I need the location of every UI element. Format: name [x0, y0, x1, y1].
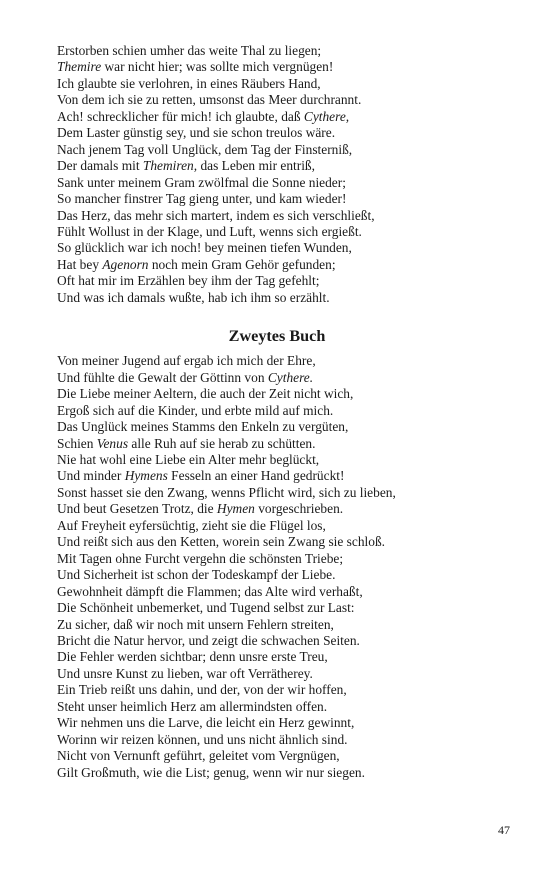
verse-text: Auf Freyheit eyfersüchtig, zieht sie die Flügel los,	[57, 517, 326, 533]
verse-text: Mit Tagen ohne Furcht vergehn die schönsten Triebe;	[57, 550, 344, 566]
verse-line	[57, 617, 497, 633]
italic-name: Agenorn	[102, 256, 149, 272]
verse-text: Erstorben schien umher das weite Thal zu liegen;	[57, 43, 322, 58]
verse-line	[57, 158, 497, 174]
verse-line	[57, 43, 497, 59]
verse-line	[57, 452, 497, 468]
verse-line	[57, 567, 497, 583]
verse-line	[57, 353, 497, 369]
verse-line	[57, 551, 497, 567]
verse-text: Sonst hasset sie den Zwang, wenns Pflicht wird, sich zu lieben,	[57, 484, 396, 500]
verse-line	[57, 92, 497, 108]
verse-text: Und unsre Kunst zu lieben, war oft Verrätherey.	[57, 665, 313, 681]
verse-text: Die Fehler werden sichtbar; denn unsre erste Treu,	[57, 649, 328, 665]
verse-text: Von meiner Jugend auf ergab ich mich der Ehre,	[57, 353, 316, 369]
verse-text: das Leben mir entriß,	[197, 158, 315, 174]
verse-text: Zu sicher, daß wir noch mit unsern Fehlern streiten,	[57, 616, 334, 632]
italic-name: Hymens	[124, 468, 168, 484]
verse-line	[57, 682, 497, 698]
verse-text: Die Liebe meiner Aeltern, die auch der Zeit nicht wich,	[57, 386, 354, 402]
verse-line	[57, 715, 497, 731]
italic-name: Hymen	[216, 501, 255, 517]
verse-line	[57, 208, 497, 224]
verse-text: Sank unter meinem Gram zwölfmal die Sonne nieder;	[57, 174, 346, 190]
verse-text: Ein Trieb reißt uns dahin, und der, von der wir hoffen,	[57, 682, 347, 698]
verse-text: Das Unglück meines Stamms den Enkeln zu vergüten,	[57, 419, 349, 435]
verse-line	[57, 633, 497, 649]
verse-line	[57, 419, 497, 435]
verse-text: Worinn wir reizen können, und uns nicht ähnlich sind.	[57, 731, 348, 747]
verse-line	[57, 191, 497, 207]
verse-line	[57, 273, 497, 289]
chapter-heading: Zweytes Buch	[228, 327, 326, 346]
verse-text: alle Ruh auf sie herab zu schütten.	[128, 435, 316, 451]
verse-text: Von dem ich sie zu retten, umsonst das Meer durchrannt.	[57, 92, 362, 108]
verse-line	[57, 518, 497, 534]
verse-line	[57, 436, 497, 452]
verse-text: Bricht die Natur hervor, und zeigt die schwachen Seiten.	[57, 632, 360, 648]
verse-text: Ich glaubte sie verlohren, in eines Räubers Hand,	[57, 75, 321, 91]
verse-text: So glücklich war ich noch! bey meinen tiefen Wunden,	[57, 240, 352, 256]
verse-text: vorgeschrieben.	[254, 501, 344, 517]
verse-text: Und Sicherheit ist schon der Todeskampf der Liebe.	[57, 567, 336, 583]
verse-text: Dem Laster günstig sey, und sie schon treulos wäre.	[57, 125, 336, 141]
verse-line	[57, 584, 497, 600]
verse-text: Fesseln an einer Hand gedrückt!	[167, 468, 345, 484]
verse-text: Und reißt sich aus den Ketten, worein sein Zwang sie schloß.	[57, 534, 385, 550]
verse-line	[57, 370, 497, 386]
verse-line	[57, 732, 497, 748]
verse-line	[57, 649, 497, 665]
verse-text: Die Schönheit unbemerket, und Tugend selbst zur Last:	[57, 600, 355, 616]
verse-line	[57, 666, 497, 682]
verse-text: Und minder	[57, 468, 125, 484]
verse-line	[57, 224, 497, 240]
verse-text: Und was ich damals wußte, hab ich ihm so erzählt.	[57, 289, 330, 305]
italic-name: Cythere,	[303, 108, 350, 124]
verse-line	[57, 403, 497, 419]
italic-name: Cythere.	[267, 369, 314, 385]
page-number: 47	[498, 823, 510, 837]
verse-line	[57, 76, 497, 92]
verse-text: Ach! schrecklicher für mich! ich glaubte, daß	[57, 108, 304, 124]
verse-line	[57, 175, 497, 191]
verse-text: Gilt Großmuth, wie die List; genug, wenn wir nur siegen.	[57, 764, 365, 780]
verse-line	[57, 748, 497, 764]
verse-line	[57, 600, 497, 616]
verse-text: Nie hat wohl eine Liebe ein Alter mehr beglückt,	[57, 451, 320, 467]
verse-line	[57, 257, 497, 273]
verse-line	[57, 290, 497, 306]
verse-line	[57, 240, 497, 256]
verse-text: Und beut Gesetzen Trotz, die	[57, 501, 217, 517]
verse-text: Und fühlte die Gewalt der Göttinn von	[57, 369, 268, 385]
verse-text: Fühlt Wollust in der Klage, und Luft, wenns sich ergießt.	[57, 223, 362, 239]
italic-name: Themire	[57, 59, 102, 75]
stanza-2	[57, 353, 497, 781]
verse-line	[57, 501, 497, 517]
verse-text: Hat bey	[57, 256, 103, 272]
verse-text: Der damals mit	[57, 158, 143, 174]
verse-line	[57, 765, 497, 781]
italic-name: Venus	[96, 435, 129, 451]
verse-text: Das Herz, das mehr sich martert, indem es sich verschließt,	[57, 207, 375, 223]
verse-text: Nicht von Vernunft geführt, geleitet vom Vergnügen,	[57, 748, 340, 764]
verse-text: Nach jenem Tag voll Unglück, dem Tag der Finsterniß,	[57, 141, 353, 157]
verse-line	[57, 59, 497, 75]
verse-line	[57, 386, 497, 402]
verse-text: Wir nehmen uns die Larve, die leicht ein Herz gewinnt,	[57, 715, 355, 731]
book-page	[57, 43, 497, 781]
verse-line	[57, 534, 497, 550]
verse-text: Steht unser heimlich Herz am allermindsten offen.	[57, 698, 328, 714]
verse-line	[57, 142, 497, 158]
verse-text: Schien	[57, 435, 97, 451]
verse-text: noch mein Gram Gehör gefunden;	[148, 256, 336, 272]
verse-text: Oft hat mir im Erzählen bey ihm der Tag gefehlt;	[57, 273, 320, 289]
verse-text: Ergoß sich auf die Kinder, und erbte mild auf mich.	[57, 402, 334, 418]
stanza-1	[57, 43, 497, 306]
verse-text: Gewohnheit dämpft die Flammen; das Alte wird verhaßt,	[57, 583, 363, 599]
verse-line	[57, 109, 497, 125]
verse-line	[57, 485, 497, 501]
verse-text: So mancher finstrer Tag gieng unter, und kam wieder!	[57, 191, 347, 207]
verse-line	[57, 468, 497, 484]
verse-line	[57, 699, 497, 715]
verse-text: war nicht hier; was sollte mich vergnügen!	[101, 59, 334, 75]
verse-line	[57, 125, 497, 141]
italic-name: Themiren,	[142, 158, 198, 174]
